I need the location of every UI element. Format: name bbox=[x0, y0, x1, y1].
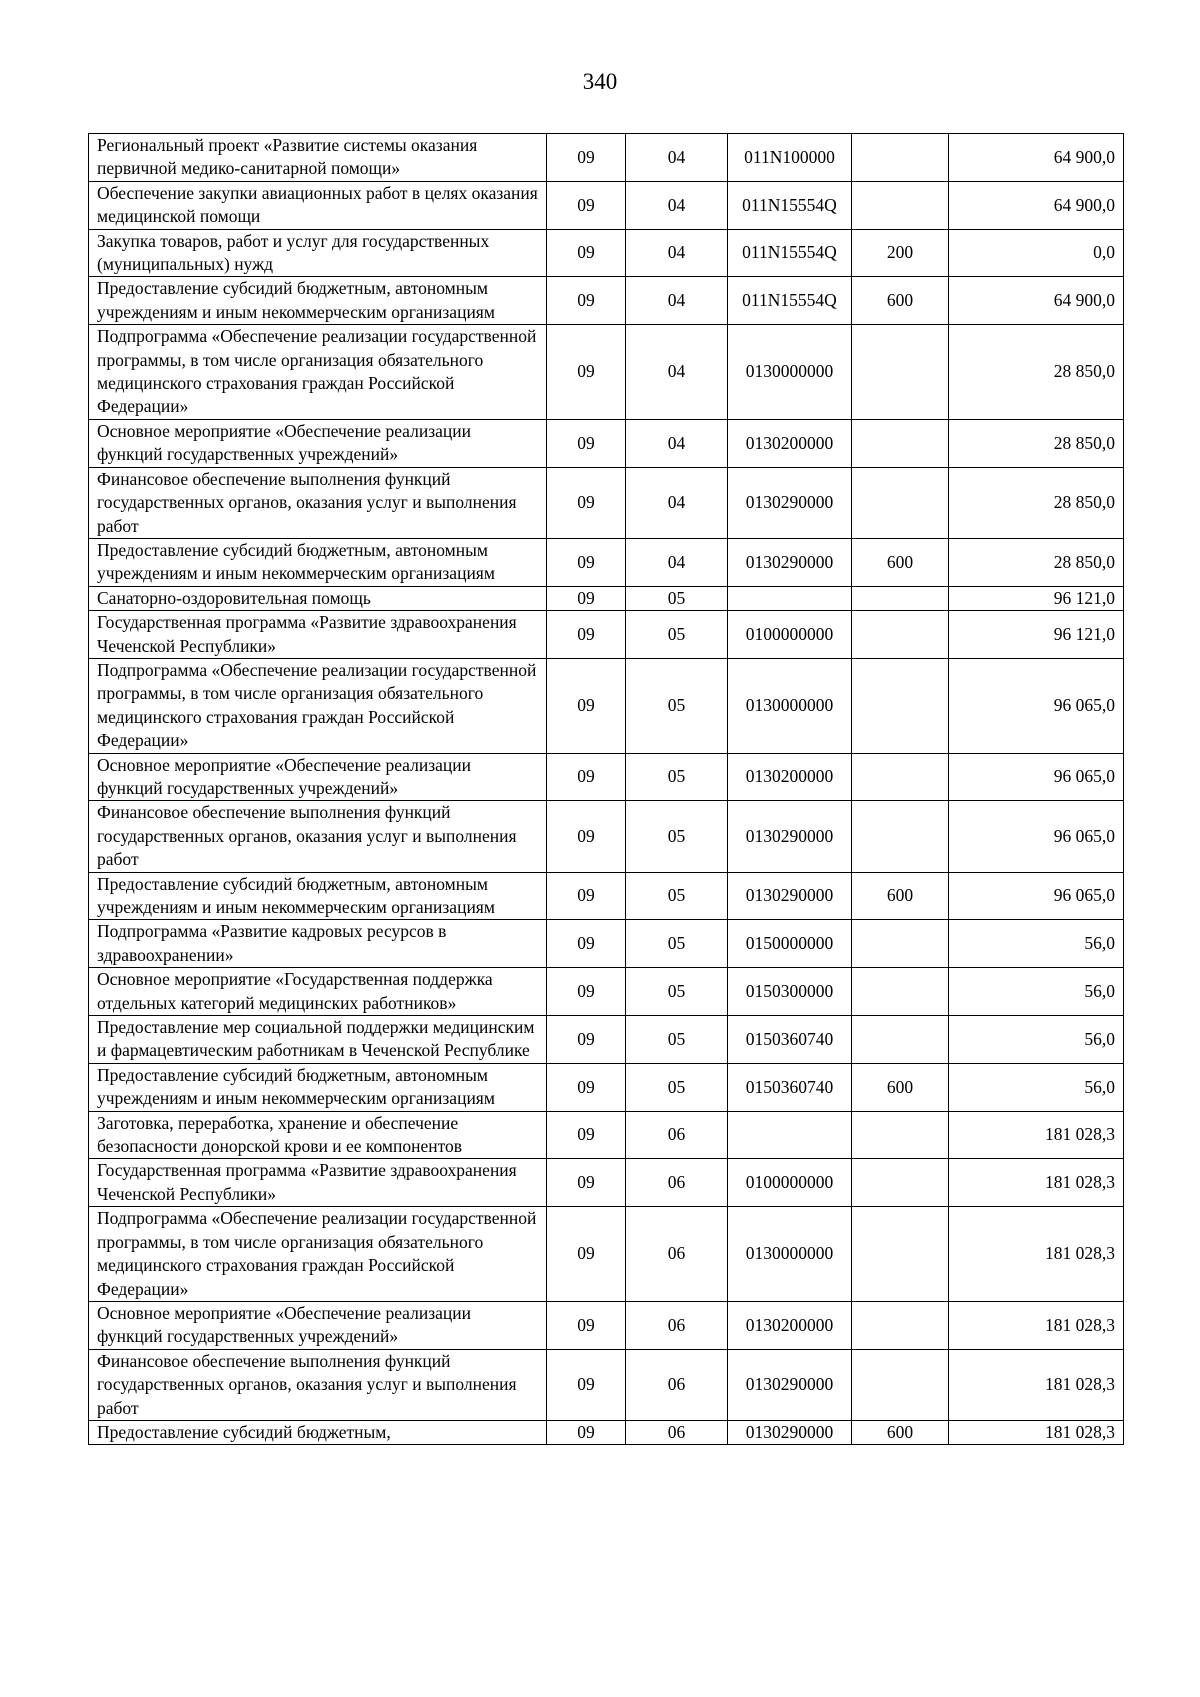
row-name-cell: Заготовка, переработка, хранение и обеспечение безопасности донорской крови и ее компонентов bbox=[89, 1111, 547, 1159]
row-expense-type-cell bbox=[852, 753, 949, 801]
row-target-item-cell: 0130200000 bbox=[728, 753, 852, 801]
row-section-cell: 09 bbox=[547, 586, 626, 610]
row-name-cell: Предоставление субсидий бюджетным, автономным учреждениям и иным некоммерческим организациям bbox=[89, 872, 547, 920]
row-section-cell: 09 bbox=[547, 1063, 626, 1111]
row-expense-type-cell bbox=[852, 181, 949, 229]
row-section-cell: 09 bbox=[547, 325, 626, 420]
row-subsection-cell: 06 bbox=[626, 1207, 728, 1302]
table-row bbox=[89, 1420, 1124, 1444]
row-subsection-cell: 06 bbox=[626, 1349, 728, 1420]
row-subsection-cell: 05 bbox=[626, 1063, 728, 1111]
row-name-cell: Региональный проект «Развитие системы оказания первичной медико-санитарной помощи» bbox=[89, 134, 547, 182]
row-name-cell: Государственная программа «Развитие здравоохранения Чеченской Республики» bbox=[89, 1159, 547, 1207]
row-amount-cell: 96 065,0 bbox=[949, 753, 1124, 801]
row-name-cell: Подпрограмма «Обеспечение реализации государственной программы, в том числе организация обязательного медицинского страхования граждан Российской Федерации» bbox=[89, 658, 547, 753]
row-expense-type-cell bbox=[852, 1207, 949, 1302]
row-section-cell: 09 bbox=[547, 801, 626, 872]
table-row bbox=[89, 968, 1124, 1016]
row-amount-cell: 64 900,0 bbox=[949, 181, 1124, 229]
table-row bbox=[89, 1349, 1124, 1420]
row-expense-type-cell bbox=[852, 134, 949, 182]
row-section-cell: 09 bbox=[547, 968, 626, 1016]
budget-table-body bbox=[89, 134, 1124, 1445]
table-row bbox=[89, 1016, 1124, 1064]
row-subsection-cell: 05 bbox=[626, 968, 728, 1016]
row-expense-type-cell bbox=[852, 1349, 949, 1420]
row-target-item-cell: 0150000000 bbox=[728, 920, 852, 968]
row-target-item-cell: 0150360740 bbox=[728, 1016, 852, 1064]
table-row bbox=[89, 1301, 1124, 1349]
row-amount-cell: 56,0 bbox=[949, 1063, 1124, 1111]
row-name-cell: Основное мероприятие «Государственная поддержка отдельных категорий медицинских работников» bbox=[89, 968, 547, 1016]
table-row bbox=[89, 229, 1124, 277]
row-section-cell: 09 bbox=[547, 1111, 626, 1159]
row-subsection-cell: 04 bbox=[626, 467, 728, 538]
row-amount-cell: 28 850,0 bbox=[949, 538, 1124, 586]
table-row bbox=[89, 467, 1124, 538]
row-name-cell: Подпрограмма «Обеспечение реализации государственной программы, в том числе организация обязательного медицинского страхования граждан Российской Федерации» bbox=[89, 325, 547, 420]
table-row bbox=[89, 801, 1124, 872]
row-section-cell: 09 bbox=[547, 181, 626, 229]
row-expense-type-cell bbox=[852, 968, 949, 1016]
row-name-cell: Закупка товаров, работ и услуг для государственных (муниципальных) нужд bbox=[89, 229, 547, 277]
row-section-cell: 09 bbox=[547, 538, 626, 586]
row-expense-type-cell bbox=[852, 1159, 949, 1207]
table-row bbox=[89, 1207, 1124, 1302]
row-name-cell: Предоставление субсидий бюджетным, автономным учреждениям и иным некоммерческим организациям bbox=[89, 1063, 547, 1111]
row-subsection-cell: 06 bbox=[626, 1111, 728, 1159]
table-row bbox=[89, 325, 1124, 420]
table-row bbox=[89, 538, 1124, 586]
row-amount-cell: 64 900,0 bbox=[949, 277, 1124, 325]
row-section-cell: 09 bbox=[547, 753, 626, 801]
row-expense-type-cell: 200 bbox=[852, 229, 949, 277]
row-target-item-cell: 0100000000 bbox=[728, 1159, 852, 1207]
row-amount-cell: 181 028,3 bbox=[949, 1159, 1124, 1207]
row-subsection-cell: 04 bbox=[626, 538, 728, 586]
row-name-cell: Подпрограмма «Обеспечение реализации государственной программы, в том числе организация обязательного медицинского страхования граждан Российской Федерации» bbox=[89, 1207, 547, 1302]
row-expense-type-cell bbox=[852, 586, 949, 610]
row-section-cell: 09 bbox=[547, 1159, 626, 1207]
row-section-cell: 09 bbox=[547, 920, 626, 968]
table-row bbox=[89, 419, 1124, 467]
row-subsection-cell: 04 bbox=[626, 419, 728, 467]
row-subsection-cell: 04 bbox=[626, 181, 728, 229]
row-expense-type-cell bbox=[852, 419, 949, 467]
row-target-item-cell: 0130000000 bbox=[728, 325, 852, 420]
row-name-cell: Государственная программа «Развитие здравоохранения Чеченской Республики» bbox=[89, 611, 547, 659]
row-subsection-cell: 04 bbox=[626, 325, 728, 420]
row-expense-type-cell: 600 bbox=[852, 872, 949, 920]
row-section-cell: 09 bbox=[547, 1207, 626, 1302]
row-target-item-cell: 0130200000 bbox=[728, 1301, 852, 1349]
row-amount-cell: 181 028,3 bbox=[949, 1207, 1124, 1302]
row-target-item-cell: 0100000000 bbox=[728, 611, 852, 659]
row-amount-cell: 181 028,3 bbox=[949, 1420, 1124, 1444]
row-amount-cell: 181 028,3 bbox=[949, 1349, 1124, 1420]
table-row bbox=[89, 277, 1124, 325]
row-subsection-cell: 04 bbox=[626, 277, 728, 325]
row-name-cell: Предоставление субсидий бюджетным, bbox=[89, 1420, 547, 1444]
row-amount-cell: 56,0 bbox=[949, 968, 1124, 1016]
row-section-cell: 09 bbox=[547, 1016, 626, 1064]
row-subsection-cell: 05 bbox=[626, 658, 728, 753]
row-expense-type-cell bbox=[852, 467, 949, 538]
row-name-cell: Финансовое обеспечение выполнения функций государственных органов, оказания услуг и выполнения работ bbox=[89, 801, 547, 872]
row-target-item-cell: 011N15554Q bbox=[728, 277, 852, 325]
row-amount-cell: 28 850,0 bbox=[949, 419, 1124, 467]
row-expense-type-cell bbox=[852, 920, 949, 968]
row-subsection-cell: 04 bbox=[626, 134, 728, 182]
row-target-item-cell bbox=[728, 586, 852, 610]
row-name-cell: Подпрограмма «Развитие кадровых ресурсов в здравоохранении» bbox=[89, 920, 547, 968]
table-row bbox=[89, 134, 1124, 182]
row-amount-cell: 181 028,3 bbox=[949, 1111, 1124, 1159]
row-amount-cell: 56,0 bbox=[949, 1016, 1124, 1064]
row-expense-type-cell bbox=[852, 658, 949, 753]
row-section-cell: 09 bbox=[547, 229, 626, 277]
table-row bbox=[89, 1159, 1124, 1207]
row-amount-cell: 96 121,0 bbox=[949, 611, 1124, 659]
row-section-cell: 09 bbox=[547, 1301, 626, 1349]
row-name-cell: Санаторно-оздоровительная помощь bbox=[89, 586, 547, 610]
row-expense-type-cell: 600 bbox=[852, 277, 949, 325]
table-row bbox=[89, 920, 1124, 968]
row-expense-type-cell: 600 bbox=[852, 1063, 949, 1111]
row-section-cell: 09 bbox=[547, 467, 626, 538]
row-expense-type-cell: 600 bbox=[852, 1420, 949, 1444]
row-amount-cell: 96 121,0 bbox=[949, 586, 1124, 610]
table-row bbox=[89, 1063, 1124, 1111]
row-subsection-cell: 06 bbox=[626, 1420, 728, 1444]
row-subsection-cell: 05 bbox=[626, 872, 728, 920]
row-target-item-cell: 0130290000 bbox=[728, 538, 852, 586]
row-target-item-cell: 0130290000 bbox=[728, 872, 852, 920]
row-target-item-cell bbox=[728, 1111, 852, 1159]
row-target-item-cell: 011N15554Q bbox=[728, 181, 852, 229]
row-subsection-cell: 05 bbox=[626, 801, 728, 872]
row-section-cell: 09 bbox=[547, 1349, 626, 1420]
row-amount-cell: 28 850,0 bbox=[949, 325, 1124, 420]
row-amount-cell: 64 900,0 bbox=[949, 134, 1124, 182]
row-target-item-cell: 0130000000 bbox=[728, 658, 852, 753]
row-name-cell: Финансовое обеспечение выполнения функций государственных органов, оказания услуг и выполнения работ bbox=[89, 1349, 547, 1420]
row-subsection-cell: 05 bbox=[626, 753, 728, 801]
row-target-item-cell: 0150300000 bbox=[728, 968, 852, 1016]
row-target-item-cell: 0130290000 bbox=[728, 467, 852, 538]
row-subsection-cell: 05 bbox=[626, 611, 728, 659]
row-expense-type-cell bbox=[852, 325, 949, 420]
row-section-cell: 09 bbox=[547, 419, 626, 467]
table-row bbox=[89, 872, 1124, 920]
row-expense-type-cell: 600 bbox=[852, 538, 949, 586]
row-target-item-cell: 0130200000 bbox=[728, 419, 852, 467]
row-expense-type-cell bbox=[852, 611, 949, 659]
table-row bbox=[89, 658, 1124, 753]
row-name-cell: Предоставление субсидий бюджетным, автономным учреждениям и иным некоммерческим организациям bbox=[89, 538, 547, 586]
row-amount-cell: 96 065,0 bbox=[949, 872, 1124, 920]
row-target-item-cell: 0130000000 bbox=[728, 1207, 852, 1302]
row-name-cell: Основное мероприятие «Обеспечение реализации функций государственных учреждений» bbox=[89, 419, 547, 467]
row-section-cell: 09 bbox=[547, 277, 626, 325]
row-target-item-cell: 0130290000 bbox=[728, 1349, 852, 1420]
row-amount-cell: 0,0 bbox=[949, 229, 1124, 277]
table-row bbox=[89, 1111, 1124, 1159]
row-amount-cell: 96 065,0 bbox=[949, 801, 1124, 872]
row-subsection-cell: 06 bbox=[626, 1159, 728, 1207]
table-row bbox=[89, 611, 1124, 659]
row-section-cell: 09 bbox=[547, 872, 626, 920]
row-subsection-cell: 06 bbox=[626, 1301, 728, 1349]
row-section-cell: 09 bbox=[547, 134, 626, 182]
row-name-cell: Предоставление субсидий бюджетным, автономным учреждениям и иным некоммерческим организациям bbox=[89, 277, 547, 325]
row-expense-type-cell bbox=[852, 801, 949, 872]
table-row bbox=[89, 753, 1124, 801]
row-name-cell: Основное мероприятие «Обеспечение реализации функций государственных учреждений» bbox=[89, 1301, 547, 1349]
row-target-item-cell: 0130290000 bbox=[728, 1420, 852, 1444]
row-section-cell: 09 bbox=[547, 658, 626, 753]
row-target-item-cell: 0150360740 bbox=[728, 1063, 852, 1111]
row-name-cell: Финансовое обеспечение выполнения функций государственных органов, оказания услуг и выполнения работ bbox=[89, 467, 547, 538]
row-subsection-cell: 04 bbox=[626, 229, 728, 277]
row-amount-cell: 96 065,0 bbox=[949, 658, 1124, 753]
row-subsection-cell: 05 bbox=[626, 920, 728, 968]
row-target-item-cell: 0130290000 bbox=[728, 801, 852, 872]
row-amount-cell: 181 028,3 bbox=[949, 1301, 1124, 1349]
table-row bbox=[89, 181, 1124, 229]
row-name-cell: Основное мероприятие «Обеспечение реализации функций государственных учреждений» bbox=[89, 753, 547, 801]
row-amount-cell: 28 850,0 bbox=[949, 467, 1124, 538]
budget-table bbox=[88, 133, 1124, 1445]
page-number: 340 bbox=[582, 69, 618, 94]
row-name-cell: Предоставление мер социальной поддержки медицинским и фармацевтическим работникам в Чеченской Республике bbox=[89, 1016, 547, 1064]
row-name-cell: Обеспечение закупки авиационных работ в целях оказания медицинской помощи bbox=[89, 181, 547, 229]
row-section-cell: 09 bbox=[547, 611, 626, 659]
row-subsection-cell: 05 bbox=[626, 586, 728, 610]
row-target-item-cell: 011N100000 bbox=[728, 134, 852, 182]
row-amount-cell: 56,0 bbox=[949, 920, 1124, 968]
row-expense-type-cell bbox=[852, 1301, 949, 1349]
row-section-cell: 09 bbox=[547, 1420, 626, 1444]
row-expense-type-cell bbox=[852, 1016, 949, 1064]
table-row bbox=[89, 586, 1124, 610]
row-subsection-cell: 05 bbox=[626, 1016, 728, 1064]
row-expense-type-cell bbox=[852, 1111, 949, 1159]
row-target-item-cell: 011N15554Q bbox=[728, 229, 852, 277]
